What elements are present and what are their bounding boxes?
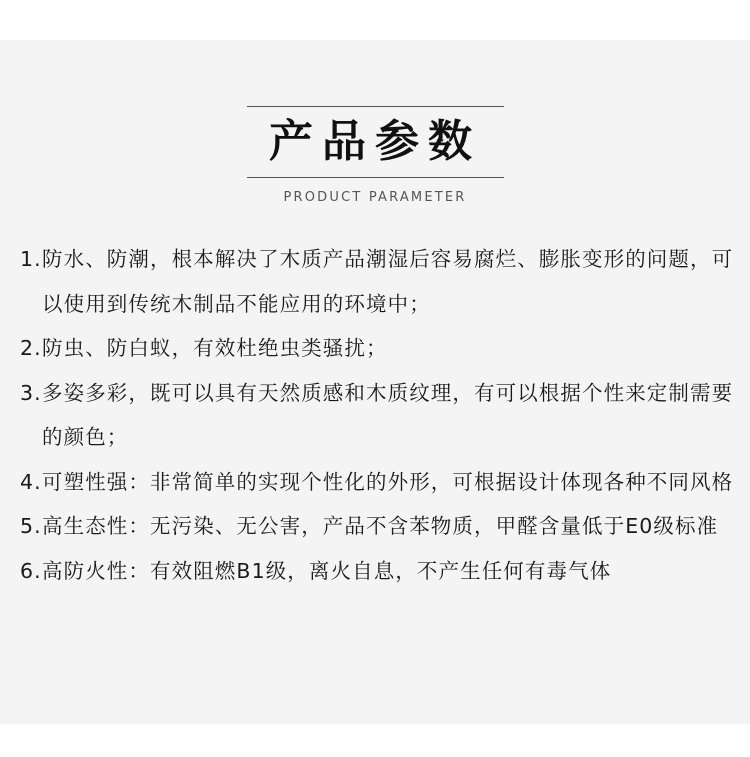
parameter-text: 防虫、防白蚁，有效杜绝虫类骚扰； xyxy=(42,336,388,360)
parameter-number: 3. xyxy=(20,380,42,405)
parameter-item-6 xyxy=(20,549,736,594)
title-top-rule xyxy=(247,106,504,107)
parameter-text: 多姿多彩，既可以具有天然质感和木质纹理，有可以根据个性来定制需要的颜色； xyxy=(42,380,734,449)
parameter-text: 高生态性：无污染、无公害，产品不含苯物质，甲醛含量低于E0级标准 xyxy=(42,514,719,538)
parameter-item-1 xyxy=(20,237,736,326)
parameter-item-3 xyxy=(20,371,736,460)
page-subtitle: PRODUCT PARAMETER xyxy=(283,190,467,205)
parameter-number: 2. xyxy=(20,336,42,360)
parameter-number: 1. xyxy=(20,247,42,271)
parameter-text: 防水、防潮，根本解决了木质产品潮湿后容易腐烂、膨胀变形的问题，可以使用到传统木制品不能应用的环境中； xyxy=(42,247,734,316)
parameter-text: 高防火性：有效阻燃B1级，离火自息，不产生任何有毒气体 xyxy=(42,558,612,583)
parameter-text: 可塑性强：非常简单的实现个性化的外形，可根据设计体现各种不同风格 xyxy=(42,469,734,494)
title-bottom-rule xyxy=(247,177,504,178)
parameter-item-4 xyxy=(20,460,736,505)
product-parameter-panel xyxy=(0,40,750,724)
parameter-item-5 xyxy=(20,504,736,549)
page-title: 产品参数 xyxy=(269,116,481,167)
parameter-list xyxy=(20,237,736,593)
parameter-number: 6. xyxy=(20,558,42,583)
parameter-item-2 xyxy=(20,326,736,371)
parameter-number: 4. xyxy=(20,469,42,494)
parameter-number: 5. xyxy=(20,514,42,538)
